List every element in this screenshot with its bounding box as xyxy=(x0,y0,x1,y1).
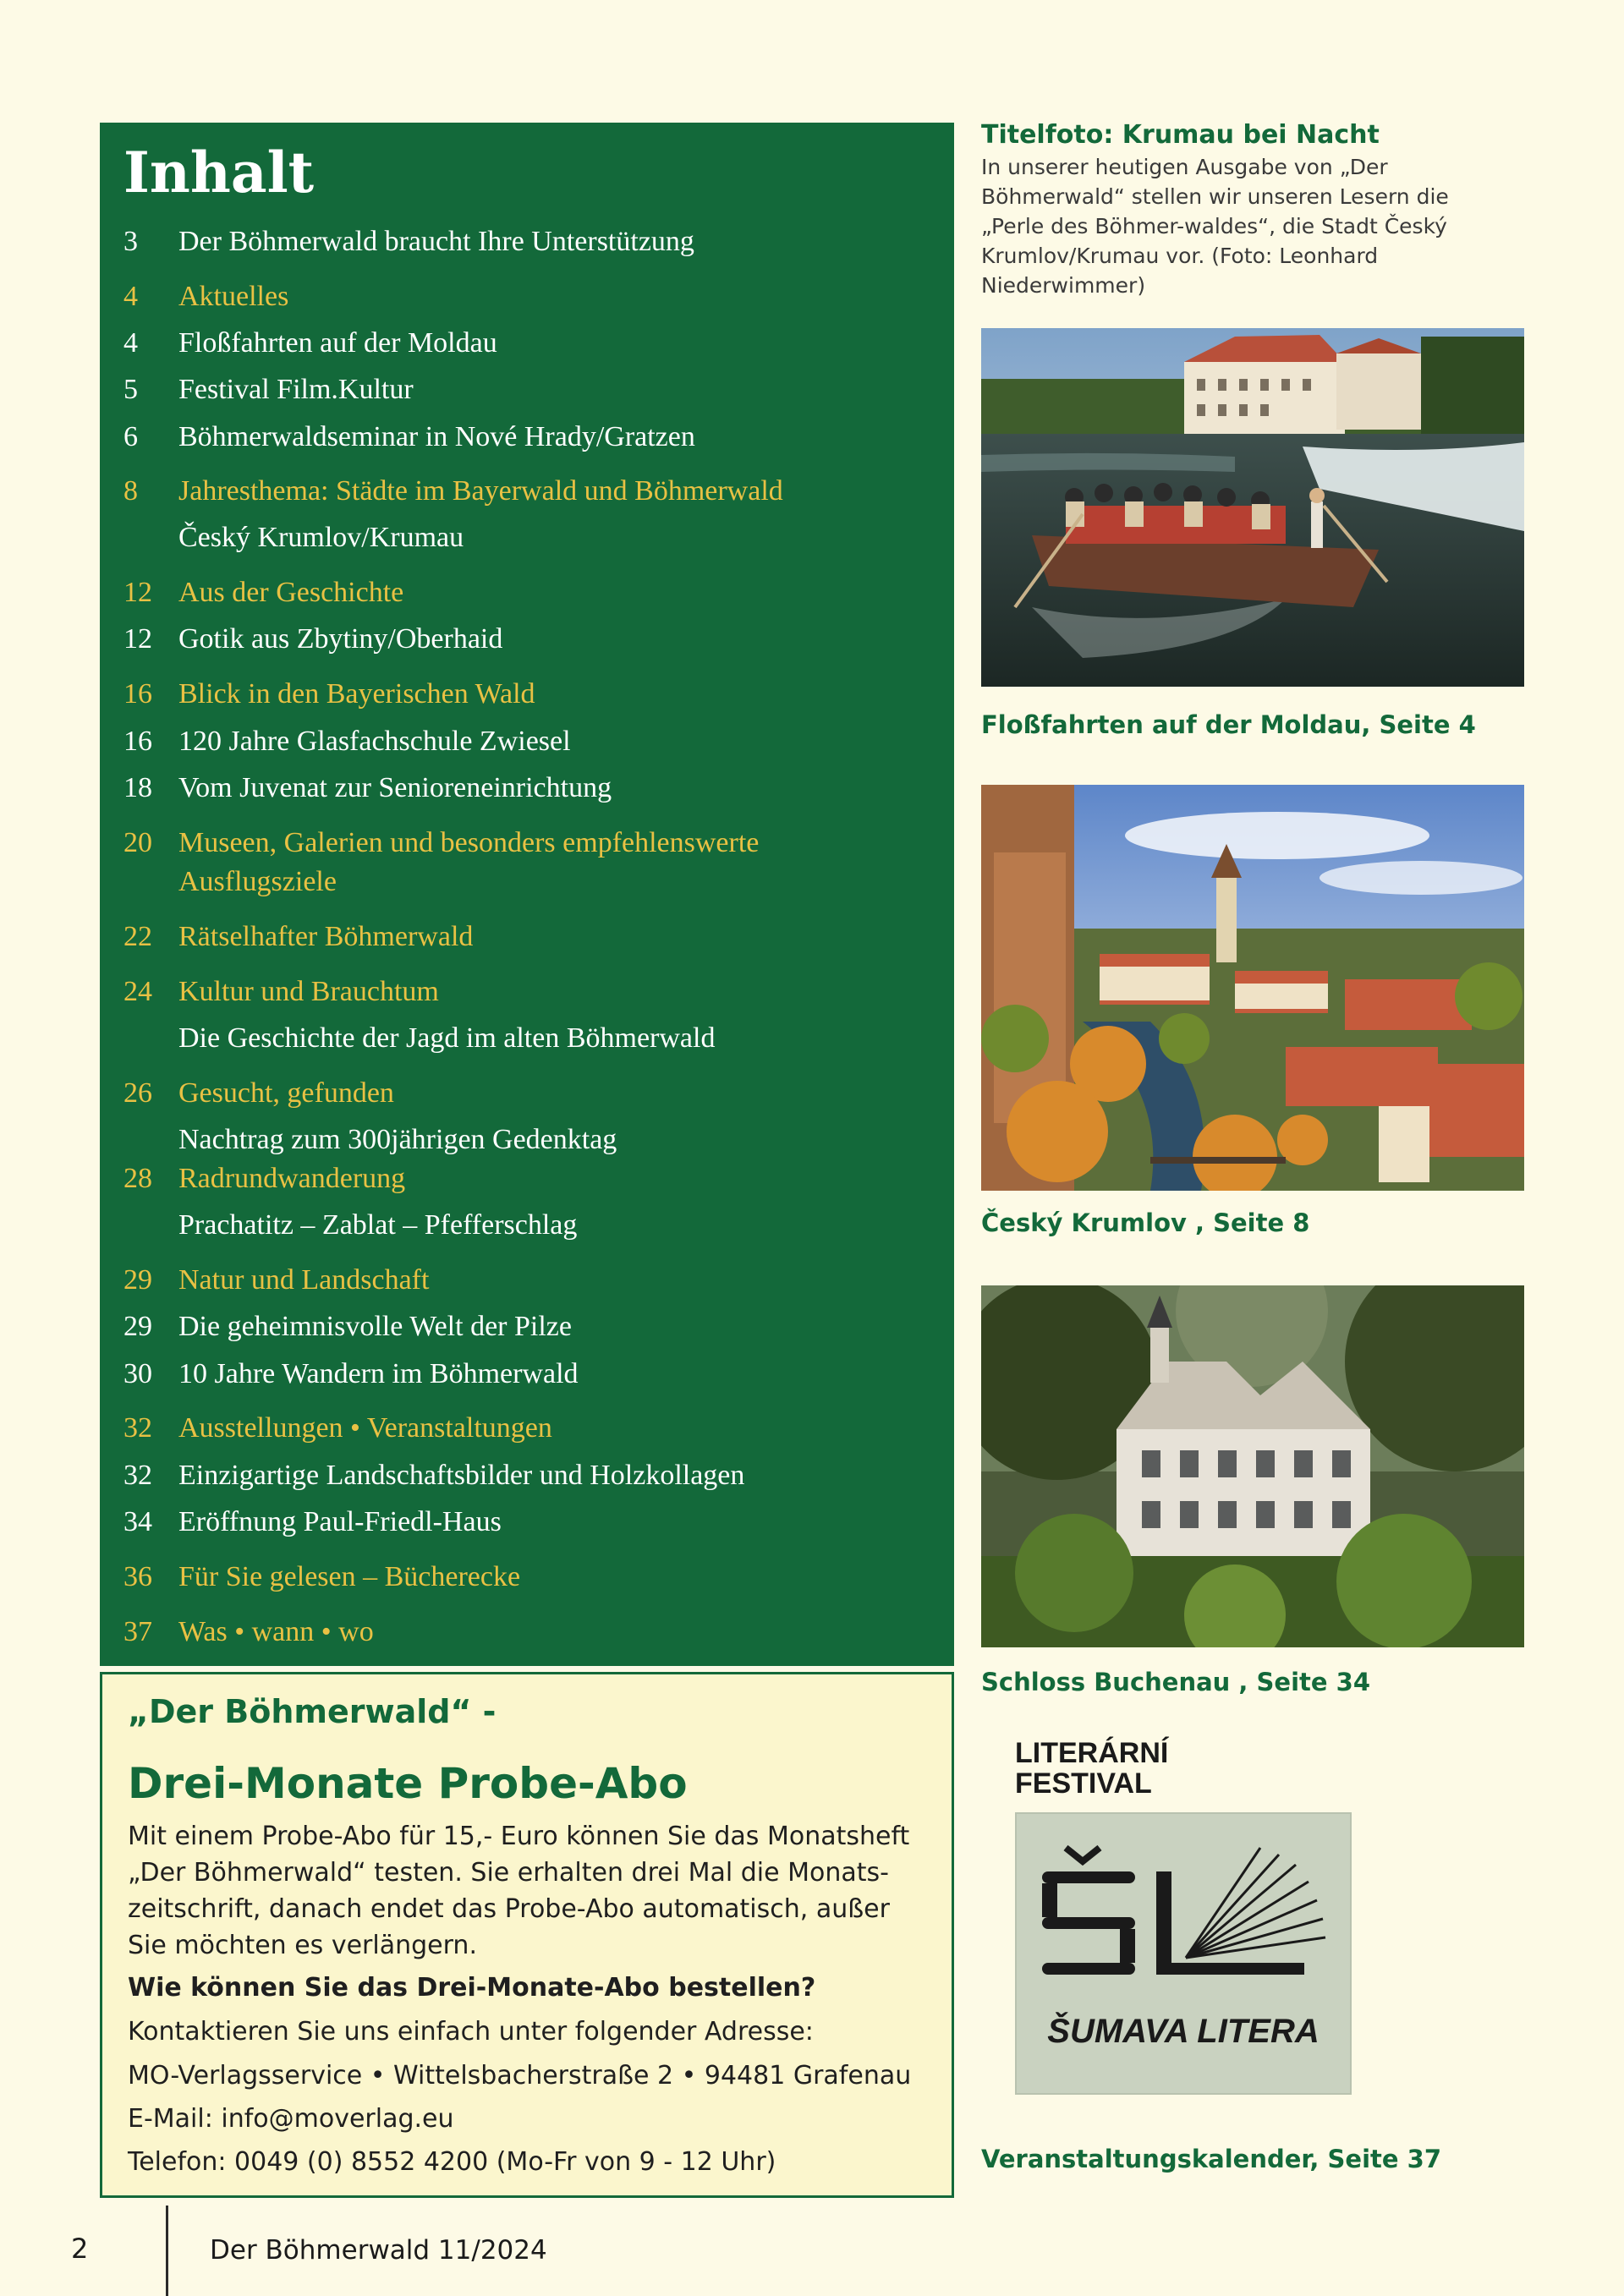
toc-page-number: 36 xyxy=(123,1561,152,1592)
toc-entry-text: 120 Jahre Glasfachschule Zwiesel xyxy=(178,726,571,757)
toc-page-number: 4 xyxy=(123,327,138,359)
festival-caption: Veranstaltungskalender, Seite 37 xyxy=(981,2145,1442,2173)
toc-page-number: 20 xyxy=(123,827,152,858)
photo-schloss-buchenau xyxy=(981,1285,1524,1647)
toc-page-number: 6 xyxy=(123,421,138,452)
rafting-photo-illustration xyxy=(981,328,1524,687)
toc-section-text: Rätselhafter Böhmerwald xyxy=(178,921,474,952)
toc-page-number: 8 xyxy=(123,475,138,507)
toc-page-number: 32 xyxy=(123,1412,152,1444)
publication-issue: Der Böhmerwald 11/2024 xyxy=(210,2235,547,2266)
toc-page-number: 24 xyxy=(123,976,152,1007)
toc-section-text: Museen, Galerien und besonders empfehlenswerte xyxy=(178,827,760,858)
toc-entry-text: Böhmerwaldseminar in Nové Hrady/Gratzen xyxy=(178,421,695,452)
toc-entry-text: Einzigartige Landschaftsbilder und Holzkollagen xyxy=(178,1460,745,1491)
toc-section-text: Radrundwanderung xyxy=(178,1163,406,1194)
schloss-buchenau-photo-illustration xyxy=(981,1285,1524,1647)
contact-email[interactable]: E-Mail: info@moverlag.eu xyxy=(128,2104,454,2134)
toc-section-text: Jahresthema: Städte im Bayerwald und Böhmerwald xyxy=(178,475,783,507)
toc-page-number: 34 xyxy=(123,1506,152,1537)
photo-cesky-krumlov xyxy=(981,785,1524,1191)
toc-page-number: 4 xyxy=(123,281,138,312)
festival-logo-text: ŠUMAVA LITERA xyxy=(1047,2013,1320,2050)
toc-page-number: 3 xyxy=(123,226,138,257)
toc-entry-text: Festival Film.Kultur xyxy=(178,374,414,405)
subscription-title: Drei-Monate Probe-Abo xyxy=(128,1759,688,1808)
subscription-box xyxy=(100,1672,954,2198)
cesky-krumlov-photo-illustration xyxy=(981,785,1524,1191)
toc-entry-text: Eröffnung Paul-Friedl-Haus xyxy=(178,1506,502,1537)
sumava-litera-logo xyxy=(1015,1812,1352,2095)
toc-page-number: 18 xyxy=(123,772,152,803)
toc-page-number: 16 xyxy=(123,678,152,710)
cover-photo-description: In unserer heutigen Ausgabe von „Der Böhmerwald“ stellen wir unseren Lesern die „Perle des Böhmer-waldes“, die Stadt Český Krumlov/Krumau vor. (Foto: Leonhard Niederwimmer) xyxy=(981,155,1449,298)
toc-page-number: 12 xyxy=(123,623,152,655)
toc-page-number: 22 xyxy=(123,921,152,952)
toc-section-text: Aus der Geschichte xyxy=(178,577,404,608)
toc-entry-text: Die geheimnisvolle Welt der Pilze xyxy=(178,1311,572,1342)
sumava-litera-logo-graphic xyxy=(1017,1814,1350,2093)
toc-page-number: 16 xyxy=(123,726,152,757)
contact-address: MO-Verlagsservice • Wittelsbacherstraße 2 • 94481 Grafenau xyxy=(128,2061,912,2091)
toc-entry-text: Floßfahrten auf der Moldau xyxy=(178,327,497,359)
festival-title xyxy=(1015,1738,1353,1799)
photo-schloss-buchenau-caption: Schloss Buchenau , Seite 34 xyxy=(981,1668,1371,1696)
festival-title-line1: LITERÁRNÍ xyxy=(1015,1737,1169,1769)
toc-page-number: 29 xyxy=(123,1311,152,1342)
toc-entry-text: Český Krumlov/Krumau xyxy=(178,522,464,553)
cover-photo-title: Titelfoto: Krumau bei Nacht xyxy=(981,120,1380,150)
toc-entry-text: Vom Juvenat zur Senioreneinrichtung xyxy=(178,772,612,803)
photo-rafting xyxy=(981,328,1524,687)
toc-entry-text: Nachtrag zum 300jährigen Gedenktag xyxy=(178,1124,617,1155)
toc-entry-text: Gotik aus Zbytiny/Oberhaid xyxy=(178,623,503,655)
toc-page-number: 5 xyxy=(123,374,138,405)
toc-entry-text: Die Geschichte der Jagd im alten Böhmerwald xyxy=(178,1022,716,1054)
toc-section-text: Was • wann • wo xyxy=(178,1616,374,1647)
toc-title: Inhalt xyxy=(123,140,315,205)
subscription-kicker: „Der Böhmerwald“ - xyxy=(128,1693,497,1730)
photo-cesky-krumlov-caption: Český Krumlov , Seite 8 xyxy=(981,1208,1310,1237)
toc-section-text: Für Sie gelesen – Bücherecke xyxy=(178,1561,521,1592)
table-of-contents xyxy=(100,123,954,1666)
toc-page-number: 29 xyxy=(123,1264,152,1296)
toc-page-number: 37 xyxy=(123,1616,152,1647)
toc-section-text: Gesucht, gefunden xyxy=(178,1077,394,1109)
toc-section-text: Blick in den Bayerischen Wald xyxy=(178,678,535,710)
toc-entry-text: Prachatitz – Zablat – Pfefferschlag xyxy=(178,1209,578,1241)
toc-section-text: Aktuelles xyxy=(178,281,289,312)
toc-section-text: Ausstellungen • Veranstaltungen xyxy=(178,1412,552,1444)
toc-page-number: 26 xyxy=(123,1077,152,1109)
subscription-description: Mit einem Probe-Abo für 15,- Euro können Sie das Monatsheft „Der Böhmerwald“ testen. Sie erhalten drei Mal die Monats-zeitschrift, danach endet das Probe-Abo automatisch, außer Sie möchten es verlängern. xyxy=(128,1822,910,1960)
toc-section-text: Natur und Landschaft xyxy=(178,1264,430,1296)
toc-entry-text: 10 Jahre Wandern im Böhmerwald xyxy=(178,1358,579,1389)
toc-entry-text: Der Böhmerwald braucht Ihre Unterstützung xyxy=(178,226,694,257)
festival-title-line2: FESTIVAL xyxy=(1015,1767,1152,1800)
toc-page-number: 30 xyxy=(123,1358,152,1389)
toc-section-text: Ausflugsziele xyxy=(178,866,337,897)
toc-section-text: Kultur und Brauchtum xyxy=(178,976,439,1007)
photo-rafting-caption: Floßfahrten auf der Moldau, Seite 4 xyxy=(981,710,1476,739)
toc-page-number: 28 xyxy=(123,1163,152,1194)
subscription-question: Wie können Sie das Drei-Monate-Abo bestellen? xyxy=(128,1973,816,2003)
page-number: 2 xyxy=(71,2233,89,2265)
footer-divider xyxy=(166,2206,168,2296)
toc-page-number: 32 xyxy=(123,1460,152,1491)
contact-intro: Kontaktieren Sie uns einfach unter folgender Adresse: xyxy=(128,2017,814,2047)
contact-phone[interactable]: Telefon: 0049 (0) 8552 4200 (Mo-Fr von 9 - 12 Uhr) xyxy=(128,2147,776,2177)
toc-page-number: 12 xyxy=(123,577,152,608)
